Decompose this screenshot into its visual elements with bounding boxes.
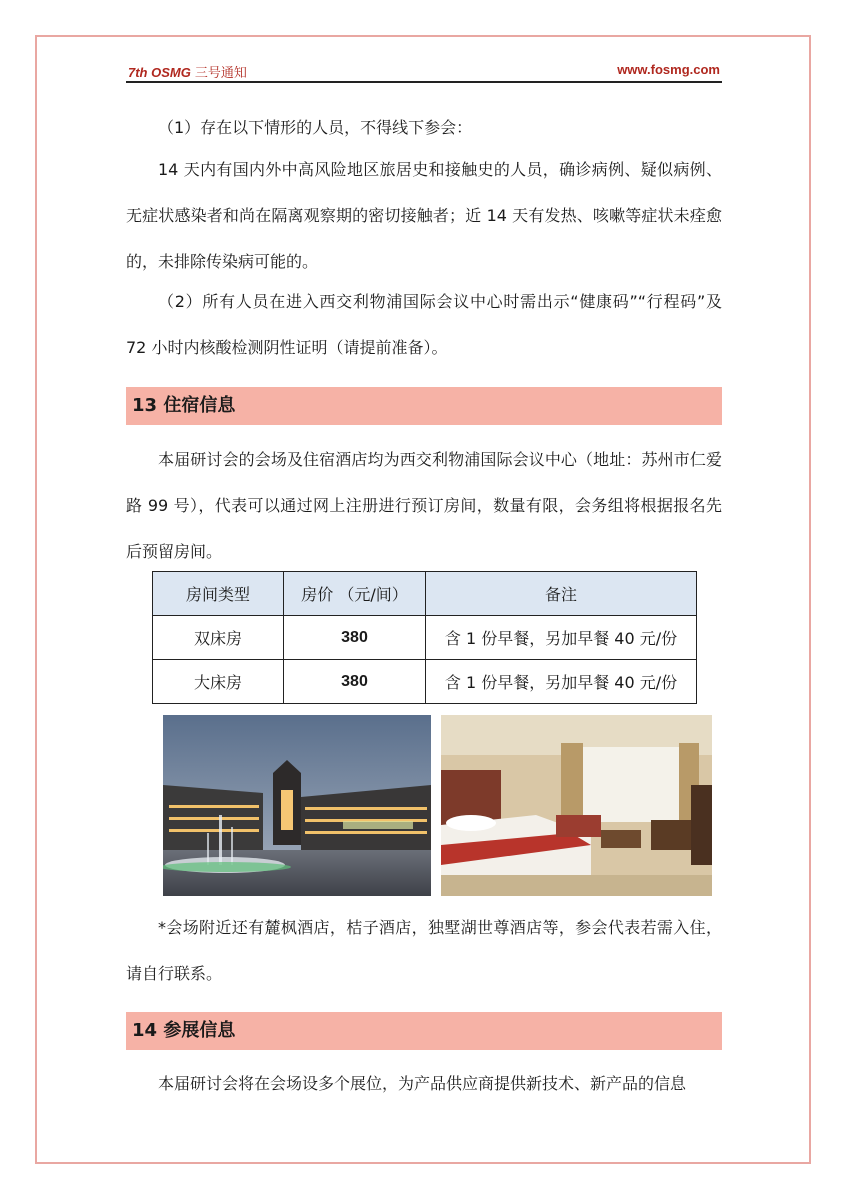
paragraph-entry-requirements: （2）所有人员在进入西交利物浦国际会议中心时需出示“健康码”“行程码”及 72 小时内核酸检测阴性证明（请提前准备）。 xyxy=(126,292,722,357)
table-cell-remarks: 含 1 份早餐，另加早餐 40 元/份 xyxy=(426,660,697,704)
section-heading-exhibition: 14 参展信息 xyxy=(126,1012,722,1050)
section-heading-accommodation: 13 住宿信息 xyxy=(126,387,722,425)
paragraph-restriction-title: （1）存在以下情形的人员，不得线下参会： xyxy=(158,118,473,137)
table-header-remarks: 备注 xyxy=(426,572,697,616)
header-brand: 7th OSMG xyxy=(128,65,191,80)
table-row xyxy=(153,616,697,660)
header-rule xyxy=(126,81,722,83)
table-cell-remarks: 含 1 份早餐，另加早餐 40 元/份 xyxy=(426,616,697,660)
paragraph-exhibition-intro: 本届研讨会将在会场设多个展位，为产品供应商提供新技术、新产品的信息 xyxy=(158,1074,687,1093)
conference-center-photo xyxy=(163,715,431,896)
table-cell-price: 380 xyxy=(284,616,426,660)
paragraph-restriction-detail: 14 天内有国内外中高风险地区旅居史和接触史的人员，确诊病例、疑似病例、无症状感染者和尚在隔离观察期的密切接触者；近 14 天有发热、咳嗽等症状未痊愈的，未排除传染病可能的。 xyxy=(126,160,722,271)
table-cell-room-type: 大床房 xyxy=(153,660,284,704)
table-header-room-type: 房间类型 xyxy=(153,572,284,616)
paragraph-accommodation-intro: 本届研讨会的会场及住宿酒店均为西交利物浦国际会议中心（地址：苏州市仁爱路 99 号），代表可以通过网上注册进行预订房间，数量有限，会务组将根据报名先后预留房间。 xyxy=(126,450,722,561)
header-left xyxy=(128,62,247,81)
paragraph-nearby-hotels-note: *会场附近还有麓枫酒店，桔子酒店，独墅湖世尊酒店等，参会代表若需入住，请自行联系。 xyxy=(126,918,722,983)
header-website[interactable]: www.fosmg.com xyxy=(617,62,720,77)
room-price-table xyxy=(152,571,697,704)
table-row xyxy=(153,660,697,704)
table-header-price: 房价 （元/间） xyxy=(284,572,426,616)
hotel-room-photo xyxy=(441,715,712,896)
table-cell-room-type: 双床房 xyxy=(153,616,284,660)
table-cell-price: 380 xyxy=(284,660,426,704)
header-title: 三号通知 xyxy=(194,65,247,80)
table-header-row xyxy=(153,572,697,616)
